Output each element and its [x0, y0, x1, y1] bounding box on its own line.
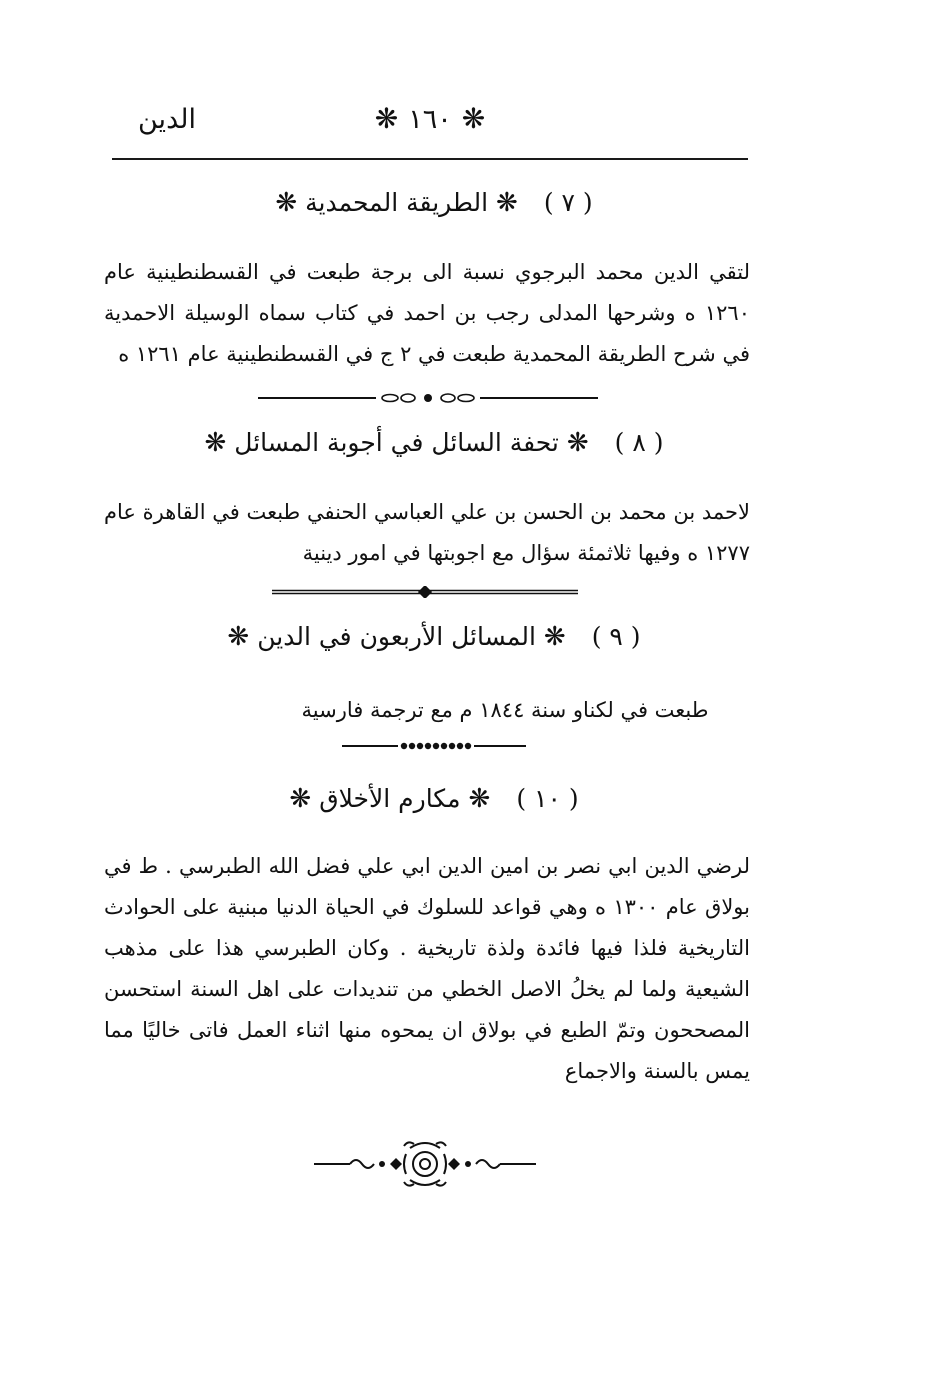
entry-title-10 — [112, 784, 748, 814]
flower-ornament-icon: ❋ — [289, 784, 312, 814]
entry-title-text: مكارم الأخلاق — [319, 784, 461, 813]
page-number: ١٦٠ — [408, 104, 452, 135]
entry-text-9: طبعت في لكناو سنة ١٨٤٤ م مع ترجمة فارسية — [301, 698, 709, 722]
entry-text-7: لتقي الدين محمد البرجوي نسبة الى برجة طبعت في القسطنطينية عام ١٢٦٠ ه وشرحها المدلى رجب بن احمد في كتاب سماه الوسيلة الاحمدية في شرح الطريقة المحمدية طبعت في ٢ ج في القسطنطينية عام ١٢٦١ ه — [104, 260, 750, 366]
header-divider — [112, 158, 748, 160]
flower-ornament-icon: ❋ — [496, 188, 518, 218]
entry-text-8: لاحمد بن محمد بن الحسن بن علي العباسي الحنفي طبعت في القاهرة عام ١٢٧٧ ه وفيها ثلاثمئة سؤال مع اجوبتها في امور دينية — [104, 500, 750, 565]
entry-number: ( ٨ ) — [614, 428, 664, 457]
flower-ornament-icon: ❋ — [227, 622, 250, 652]
flower-ornament-icon: ❋ — [461, 102, 486, 135]
ornamental-divider — [342, 740, 526, 752]
ornamental-divider — [258, 392, 598, 404]
page-number-block — [112, 102, 748, 135]
flower-ornament-icon: ❋ — [468, 784, 491, 814]
entry-title-text: الطريقة المحمدية — [305, 188, 489, 217]
entry-title-text: المسائل الأربعون في الدين — [257, 622, 536, 651]
entry-title-7 — [112, 188, 748, 218]
tailpiece-ornament-icon — [310, 1134, 540, 1194]
ornamental-divider — [272, 586, 578, 598]
entry-number: ( ١٠ ) — [516, 784, 579, 813]
section-title: الدين — [138, 104, 196, 135]
flower-ornament-icon: ❋ — [374, 102, 399, 135]
entry-text-10: لرضي الدين ابي نصر بن امين الدين ابي علي فضل الله الطبرسي . ط في بولاق عام ١٣٠٠ ه وهي قواعد للسلوك في الحياة الدنيا مبنية على الحوادث التاريخية فلذا فيها فائدة ولذة تاريخية . وكان الطبرسي هذا على مذهب الشيعية ولما لم يخلُ الاصل الخطي من تنديدات على اهل السنة استحسن المصححون وتمّ الطبع في بولاق ان يمحوه منها اثناء العمل فاتى خاليًا مما يمس بالسنة والاجماع — [104, 854, 750, 1083]
running-header — [112, 98, 748, 148]
flower-ornament-icon: ❋ — [204, 428, 227, 458]
entry-number: ( ٧ ) — [543, 188, 593, 217]
entry-number: ( ٩ ) — [591, 622, 641, 651]
flower-ornament-icon: ❋ — [275, 188, 298, 218]
flower-ornament-icon: ❋ — [543, 622, 566, 652]
flower-ornament-icon: ❋ — [566, 428, 589, 458]
entry-title-9 — [112, 622, 748, 652]
entry-title-text: تحفة السائل في أجوبة المسائل — [234, 428, 559, 457]
entry-title-8 — [112, 428, 748, 458]
